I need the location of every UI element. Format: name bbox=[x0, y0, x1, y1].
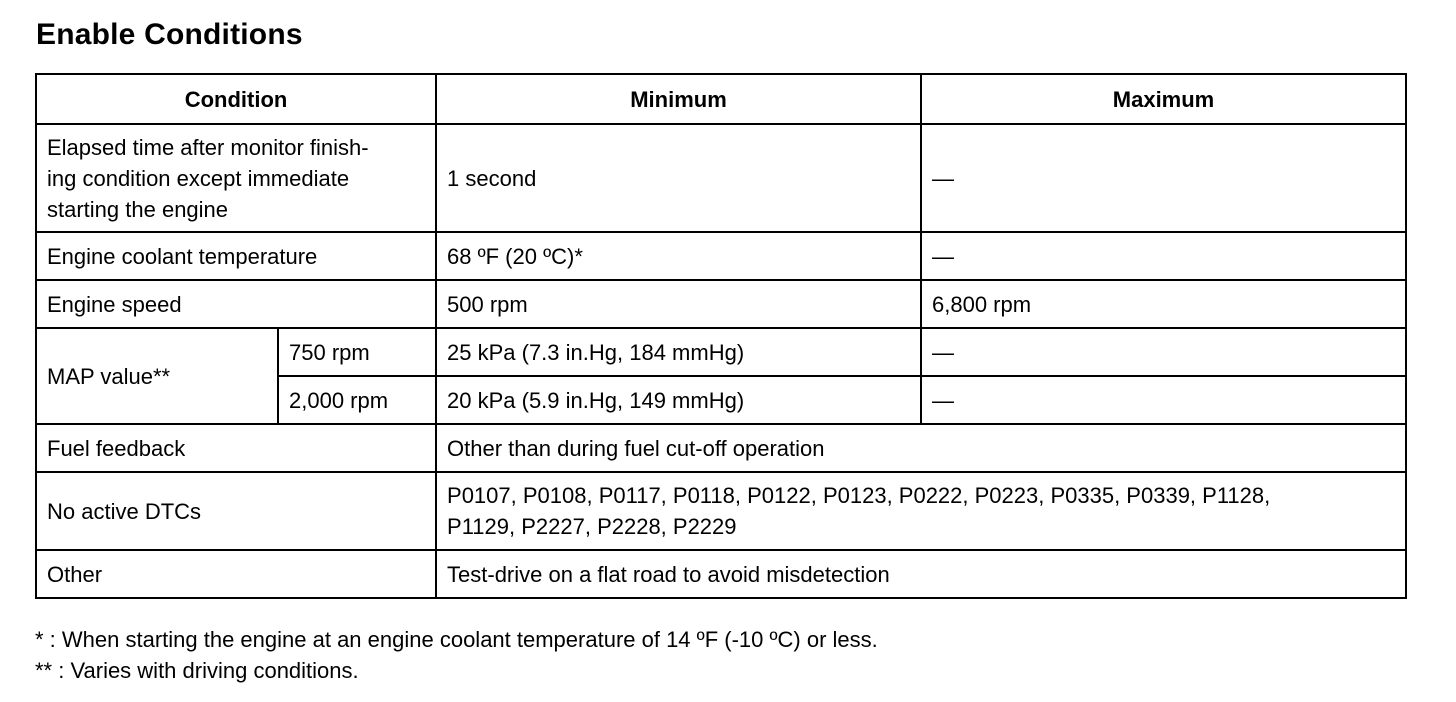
header-condition: Condition bbox=[36, 74, 436, 124]
table-row bbox=[36, 232, 1406, 280]
dtc-line: P1129, P2227, P2228, P2229 bbox=[447, 514, 737, 539]
footnote: * : When starting the engine at an engine coolant temperature of 14 ºF (-10 ºC) or less. bbox=[35, 627, 878, 652]
maximum-cell: — bbox=[921, 376, 1406, 424]
condition-cell: Other bbox=[36, 550, 436, 598]
table-row bbox=[36, 124, 1406, 232]
condition-cell: Engine coolant temperature bbox=[36, 232, 436, 280]
enable-conditions-table bbox=[35, 73, 1407, 599]
condition-cell: Engine speed bbox=[36, 280, 436, 328]
condition-cell: No active DTCs bbox=[36, 472, 436, 550]
maximum-cell: — bbox=[921, 328, 1406, 376]
value-cell: Other than during fuel cut-off operation bbox=[436, 424, 1406, 472]
maximum-cell: — bbox=[921, 232, 1406, 280]
minimum-cell: 25 kPa (7.3 in.Hg, 184 mmHg) bbox=[436, 328, 921, 376]
value-cell: Test-drive on a flat road to avoid misdetection bbox=[436, 550, 1406, 598]
dtc-line: P0107, P0108, P0117, P0118, P0122, P0123, P0222, P0223, P0335, P0339, P1128, bbox=[447, 483, 1271, 508]
table-row bbox=[36, 472, 1406, 550]
minimum-cell: 1 second bbox=[436, 124, 921, 232]
condition-cell bbox=[36, 124, 436, 232]
rpm-cell: 750 rpm bbox=[278, 328, 436, 376]
condition-cell: Fuel feedback bbox=[36, 424, 436, 472]
table-row bbox=[36, 550, 1406, 598]
minimum-cell: 500 rpm bbox=[436, 280, 921, 328]
minimum-cell: 20 kPa (5.9 in.Hg, 149 mmHg) bbox=[436, 376, 921, 424]
minimum-cell: 68 ºF (20 ºC)* bbox=[436, 232, 921, 280]
header-maximum: Maximum bbox=[921, 74, 1406, 124]
table-row bbox=[36, 280, 1406, 328]
condition-line: ing condition except immediate bbox=[47, 165, 350, 191]
condition-line: starting the engine bbox=[47, 196, 229, 222]
table-row bbox=[36, 424, 1406, 472]
footnotes bbox=[35, 624, 878, 686]
header-minimum: Minimum bbox=[436, 74, 921, 124]
condition-line: Elapsed time after monitor finish- bbox=[47, 134, 369, 160]
condition-cell: MAP value** bbox=[36, 328, 278, 424]
table-row bbox=[36, 328, 1406, 376]
rpm-cell: 2,000 rpm bbox=[278, 376, 436, 424]
footnote: ** : Varies with driving conditions. bbox=[35, 658, 359, 683]
header-row bbox=[36, 74, 1406, 124]
maximum-cell: 6,800 rpm bbox=[921, 280, 1406, 328]
value-cell bbox=[436, 472, 1406, 550]
maximum-cell: — bbox=[921, 124, 1406, 232]
page-title: Enable Conditions bbox=[36, 18, 303, 51]
